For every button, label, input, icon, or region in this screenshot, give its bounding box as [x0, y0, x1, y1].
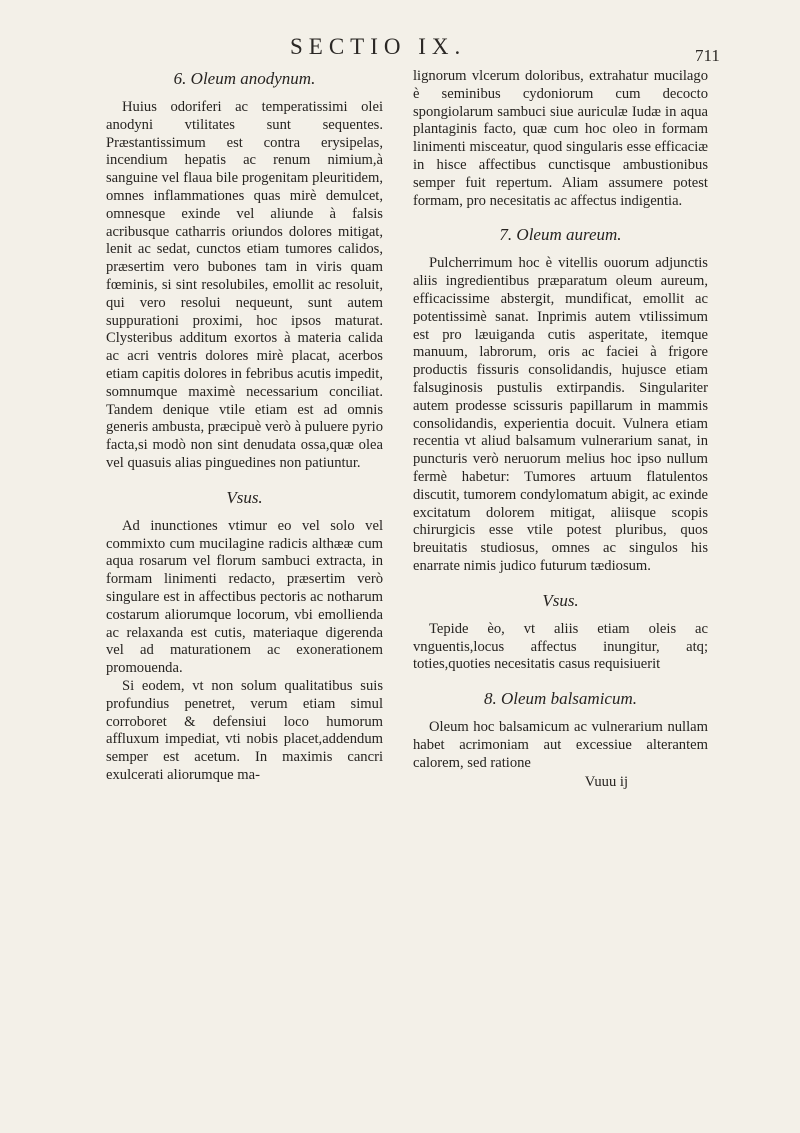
left-column	[106, 68, 383, 785]
paragraph-aureum-virtues: Pulcherrimum hoc è vitellis ouorum adjunctis aliis ingredientibus præparatum oleum aureum, efficacissime abstergit, mundificat, emollit ac potentissimè sanat. Inprimis autem vtilissimum est pro læuiganda cutis asperitate, itemque manuum, labrorum, oris ac faciei à frigore productis fissuris consolidandis, hujusce etiam falsuginosis pustulis extirpandis. Singulariter autem prodesse scissuris papillarum in mammis consolidandis, experientia docuit. Vulnera etiam recentia vt aliud balsamum vulnerarium sanat, in puncturis verò neruorum melius hoc ipso nullum fermè habetur: Tumores artuum flatulentos discutit, tumorem condylomatum abigit, ac exinde excitatum dolorem mitigat, aliisque scopis chirurgicis esse vtile potest pluribus, quos breuitatis studiosus, omnes ac singulos his enarrate nimis judico futurum tædiosum.	[413, 255, 708, 574]
paragraph-balsamicum: Oleum hoc balsamicum ac vulnerarium nullam habet acrimoniam aut excessiue alterantem calorem, sed ratione	[413, 719, 708, 771]
section-heading-oleum-anodynum: 6. Oleum anodynum.	[173, 69, 316, 88]
paragraph-continued: lignorum vlcerum doloribus, extrahatur mucilago è seminibus cydoniorum cum decocto spongiolarum sambuci siue auriculæ Iudæ in aqua plantaginis facto, quæ cum hoc oleo in formam linimenti misceatur, quod singularis esse efficaciæ in hisce affectibus cunctisque ambustionibus semper fuit repertum. Aliam assumere potest formam, pro necesitatis ac affectus indigentia.	[413, 68, 708, 209]
paragraph-anodynum-virtues: Huius odoriferi ac temperatissimi olei anodyni vtilitates sunt sequentes. Præstantissimum est contra erysipelas, incendium hepatis ac renum nimium,à sanguine vel flaua bile progenitam pleuritidem, omnes inflammationes quas mirè demulcet, omnesque exinde vel aliunde à falsis acribusque catharris oriundos dolores mitigat, lenit ac sedat, cunctos etiam tumores calidos, præsertim vero bubones tam in viris quam fœminis, si sint resolubiles, emollit ac resoluit, qui vero resolui nequeunt, sunt autem suppurationi proximi, hoc ipsos maturat. Clysteribus additum exortos à materia calida ac acri ventris dolores mirè placat, acerbos etiam capitis dolores in febribus acutis impedit, somnumque maximè necessarium conciliat. Tandem denique vtile etiam est ad omnis generis ambusta, præcipuè verò à puluere pyrio facta,si modò non sint denudata ossa,quæ olea vel quasuis alias pinguedines non patiuntur.	[106, 99, 383, 471]
paragraph-anodynum-acetum: Si eodem, vt non solum qualitatibus suis profundius penetret, verum etiam simul corroboret & defensiui loco humorum affluxum impediat, vti nobis placet,addendum semper est acetum. In maximis cancri exulcerati aliorumque ma-	[106, 677, 383, 783]
section-heading-oleum-balsamicum: 8. Oleum balsamicum.	[484, 689, 637, 709]
usus-heading-right: Vsus.	[542, 590, 579, 610]
paragraph-aureum-usage: Tepide èo, vt aliis etiam oleis ac vnguentis,locus affectus inungitur, atq; toties,quoties necesitatis casus requisiuerit	[413, 620, 708, 673]
right-column	[413, 68, 708, 791]
section-heading-oleum-aureum: 7. Oleum aureum.	[499, 225, 622, 245]
paragraph-anodynum-usage: Ad inunctiones vtimur eo vel solo vel commixto cum mucilagine radicis althææ cum aqua rosarum vel florum sambuci extracta, in formam linimenti redacto, præsertim verò singulare est in affectibus pectoris ac notharum costarum aliorumque locorum, vbi emollienda ac relaxanda est cutis, materiaque digerenda vel ad maturationem ac exonerationem promouenda.	[106, 517, 383, 677]
running-head: SECTIO IX.	[290, 34, 467, 59]
page-number: 711	[695, 46, 720, 65]
catchword-signature: Vuuu ij	[584, 773, 628, 790]
usus-heading: Vsus.	[226, 487, 263, 507]
